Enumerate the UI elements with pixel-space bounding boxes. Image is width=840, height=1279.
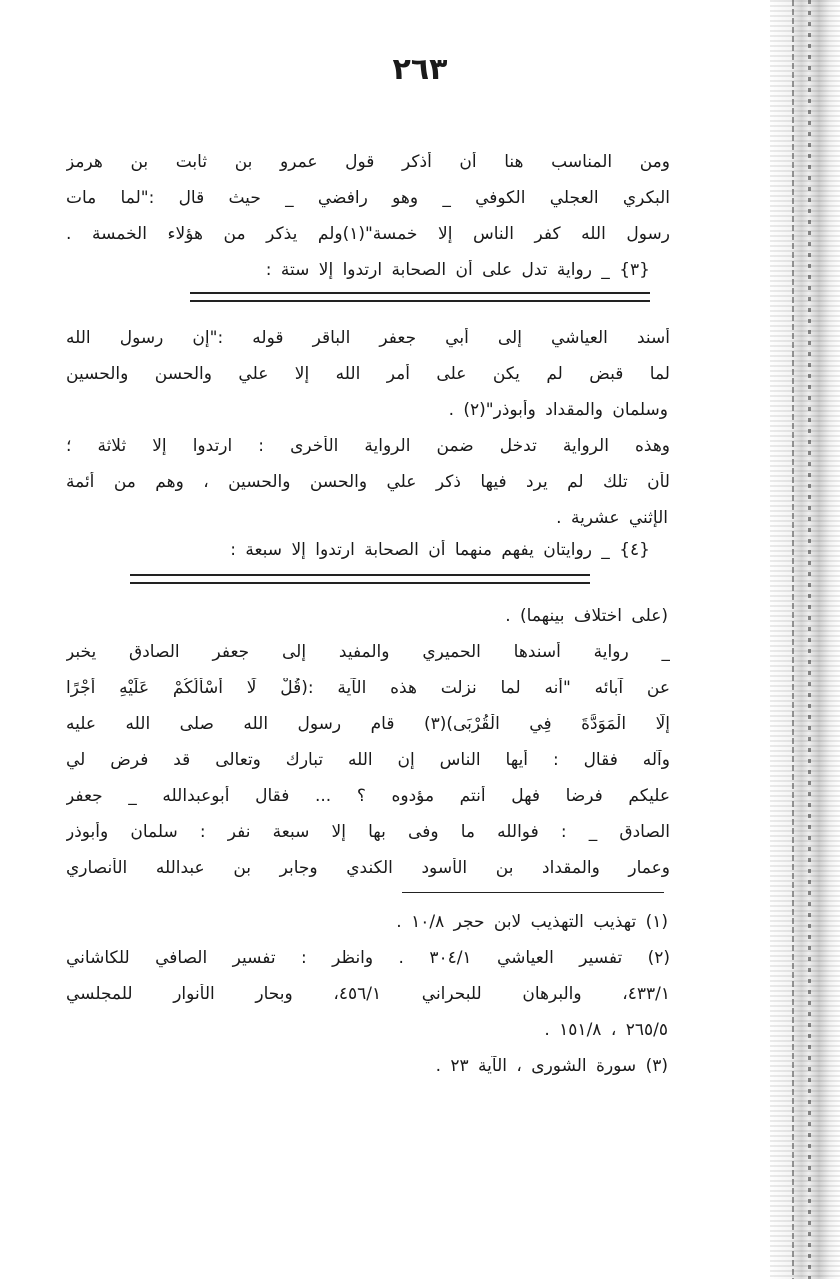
body-line-16: وآله فقال : أيها الناس إن الله تبارك وتعالى قد فرض لي <box>66 750 670 770</box>
body-line-14: عن آبائه "أنه لما نزلت هذه الآية :(قُلْ لَا أَسْأَلُكُمْ عَلَيْهِ أَجْرًا <box>66 678 670 698</box>
page-number: ٢٦٣ <box>392 52 448 87</box>
body-line-10: الإثني عشرية . <box>556 508 668 528</box>
scan-binding-edge <box>770 0 840 1279</box>
heading-underline-4 <box>130 574 590 584</box>
section-heading-3: {٣} _ رواية تدل على أن الصحابة ارتدوا إلا ستة : <box>265 260 650 280</box>
body-line-13: _ رواية أسندها الحميري والمفيد إلى جعفر الصادق يخبر <box>66 642 670 662</box>
body-line-2: البكري العجلي الكوفي _ وهو رافضي _ حيث قال :"لما مات <box>66 188 670 208</box>
body-line-7: وسلمان والمقداد وأبوذر"(٢) . <box>448 400 668 420</box>
body-line-18: الصادق _ : فوالله ما وفى بها إلا سبعة نفر : سلمان وأبوذر <box>66 822 670 842</box>
footnote-2-end: ٢٦٥/٥ ، ١٥١/٨ . <box>544 1020 668 1040</box>
body-line-9: لأن تلك لم يرد فيها ذكر علي والحسن والحسين ، وهم من أئمة <box>66 472 670 492</box>
footnote-2: (٢) تفسير العياشي ٣٠٤/١ . وانظر : تفسير الصافي للكاشاني <box>66 948 670 968</box>
body-line-17: عليكم فرضا فهل أنتم مؤدوه ؟ ... فقال أبوعبدالله _ جعفر <box>66 786 670 806</box>
footnote-divider <box>402 892 664 893</box>
body-line-12: (على اختلاف بينهما) . <box>505 606 668 626</box>
footnote-1: (١) تهذيب التهذيب لابن حجر ١٠/٨ . <box>396 912 668 932</box>
body-line-19: وعمار والمقداد بن الأسود الكندي وجابر بن عبدالله الأنصاري <box>66 858 670 878</box>
footnote-3: (٣) سورة الشورى ، الآية ٢٣ . <box>435 1056 668 1076</box>
body-line-1: ومن المناسب هنا أن أذكر قول عمرو بن ثابت بن هرمز <box>66 152 670 172</box>
footnote-2-cont: ٤٣٣/١، والبرهان للبحراني ٤٥٦/١، وبحار الأنوار للمجلسي <box>66 984 670 1004</box>
section-heading-4: {٤} _ روايتان يفهم منهما أن الصحابة ارتدوا إلا سبعة : <box>230 540 650 560</box>
body-line-15: إِلَّا الْمَوَدَّةَ فِي الْقُرْبَى)(٣) قام رسول الله صلى الله عليه <box>66 714 670 734</box>
body-line-3: رسول الله كفر الناس إلا خمسة"(١)ولم يذكر من هؤلاء الخمسة . <box>66 224 670 244</box>
body-line-5: أسند العياشي إلى أبي جعفر الباقر قوله :"إن رسول الله <box>66 328 670 348</box>
heading-underline-3 <box>190 292 650 302</box>
body-line-8: وهذه الرواية تدخل ضمن الرواية الأخرى : ارتدوا إلا ثلاثة ؛ <box>66 436 670 456</box>
body-line-6: لما قبض لم يكن على أمر الله إلا علي والحسن والحسين <box>66 364 670 384</box>
